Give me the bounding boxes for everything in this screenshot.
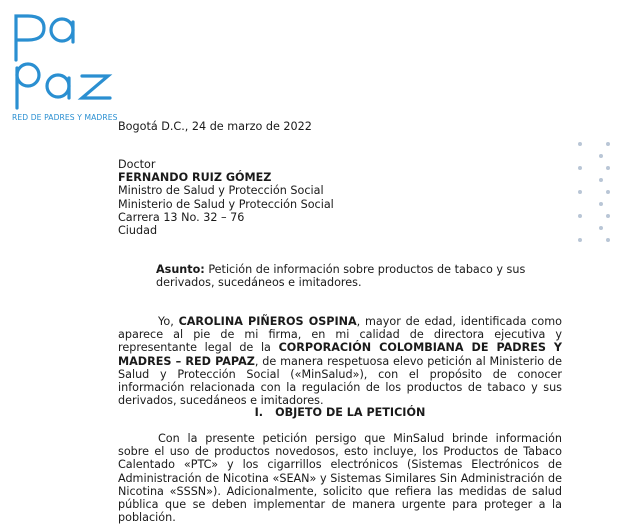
subject-label: Asunto:: [156, 263, 205, 276]
decorative-dot: [606, 238, 610, 242]
decorative-dot: [578, 142, 582, 146]
decorative-dot: [606, 190, 610, 194]
section-number: I.: [254, 406, 264, 419]
recipient-city: Ciudad: [118, 224, 158, 238]
recipient-name: FERNANDO RUIZ GÓMEZ: [118, 171, 272, 185]
decorative-dot: [606, 142, 610, 146]
decorative-dot: [606, 214, 610, 218]
subject-text: Petición de información sobre productos de tabaco y sus derivados, sucedáneos e imitadores.: [156, 263, 526, 290]
recipient-block: [118, 158, 562, 237]
decorative-dot: [599, 178, 603, 182]
section-title: OBJETO DE LA PETICIÓN: [275, 406, 426, 419]
recipient-title: Ministro de Salud y Protección Social: [118, 184, 324, 198]
intro-paragraph: Yo, CAROLINA PIÑEROS OSPINA, mayor de edad, identificada como aparece al pie de mi firma, en mi calidad de directora ejecutiva y representante legal de la CORPORACIÓN COLOMBIANA DE PADRES Y MADRES – RED PAPAZ, de manera respetuosa elevo petición al Ministerio de Salud y Protección Social («MinSalud»), con el propósito de conocer información relacionada con la regulación de los productos de tabaco y sus derivados, sucedáneos e imitadores.: [118, 315, 562, 408]
decorative-dot: [578, 166, 582, 170]
decorative-dot-pattern: [578, 142, 618, 252]
decorative-dot: [599, 226, 603, 230]
organization-name: CORPORACIÓN COLOMBIANA DE PADRES Y MADRES – RED PAPAZ: [118, 341, 562, 368]
papaz-logo-mark: [8, 12, 126, 112]
signer-name: CAROLINA PIÑEROS OSPINA: [178, 315, 357, 328]
letter-date: Bogotá D.C., 24 de marzo de 2022: [118, 120, 312, 133]
red-papaz-logo: [8, 12, 126, 124]
section-heading: [118, 406, 562, 419]
decorative-dot: [599, 154, 603, 158]
purpose-paragraph: Con la presente petición persigo que MinSalud brinde información sobre el uso de productos novedosos, esto incluye, los Productos de Tabaco Calentado «PTC» y los cigarrillos electrónicos (Sistemas Electrónicos de Administración de Nicotina «SEAN» y Sistemas Similares Sin Administración de Nicotina «SSSN»). Adicionalmente, solicito que refiera las medidas de salud pública que se deben implementar de manera urgente para proteger a la población.: [118, 432, 562, 524]
decorative-dot: [578, 190, 582, 194]
decorative-dot: [578, 238, 582, 242]
recipient-address: Carrera 13 No. 32 – 76: [118, 210, 245, 224]
logo-tagline: RED DE PADRES Y MADRES: [12, 113, 118, 122]
subject-line: [156, 263, 556, 289]
decorative-dot: [606, 166, 610, 170]
recipient-salutation: Doctor: [118, 158, 156, 171]
decorative-dot: [599, 202, 603, 206]
recipient-org: Ministerio de Salud y Protección Social: [118, 197, 334, 211]
decorative-dot: [578, 214, 582, 218]
